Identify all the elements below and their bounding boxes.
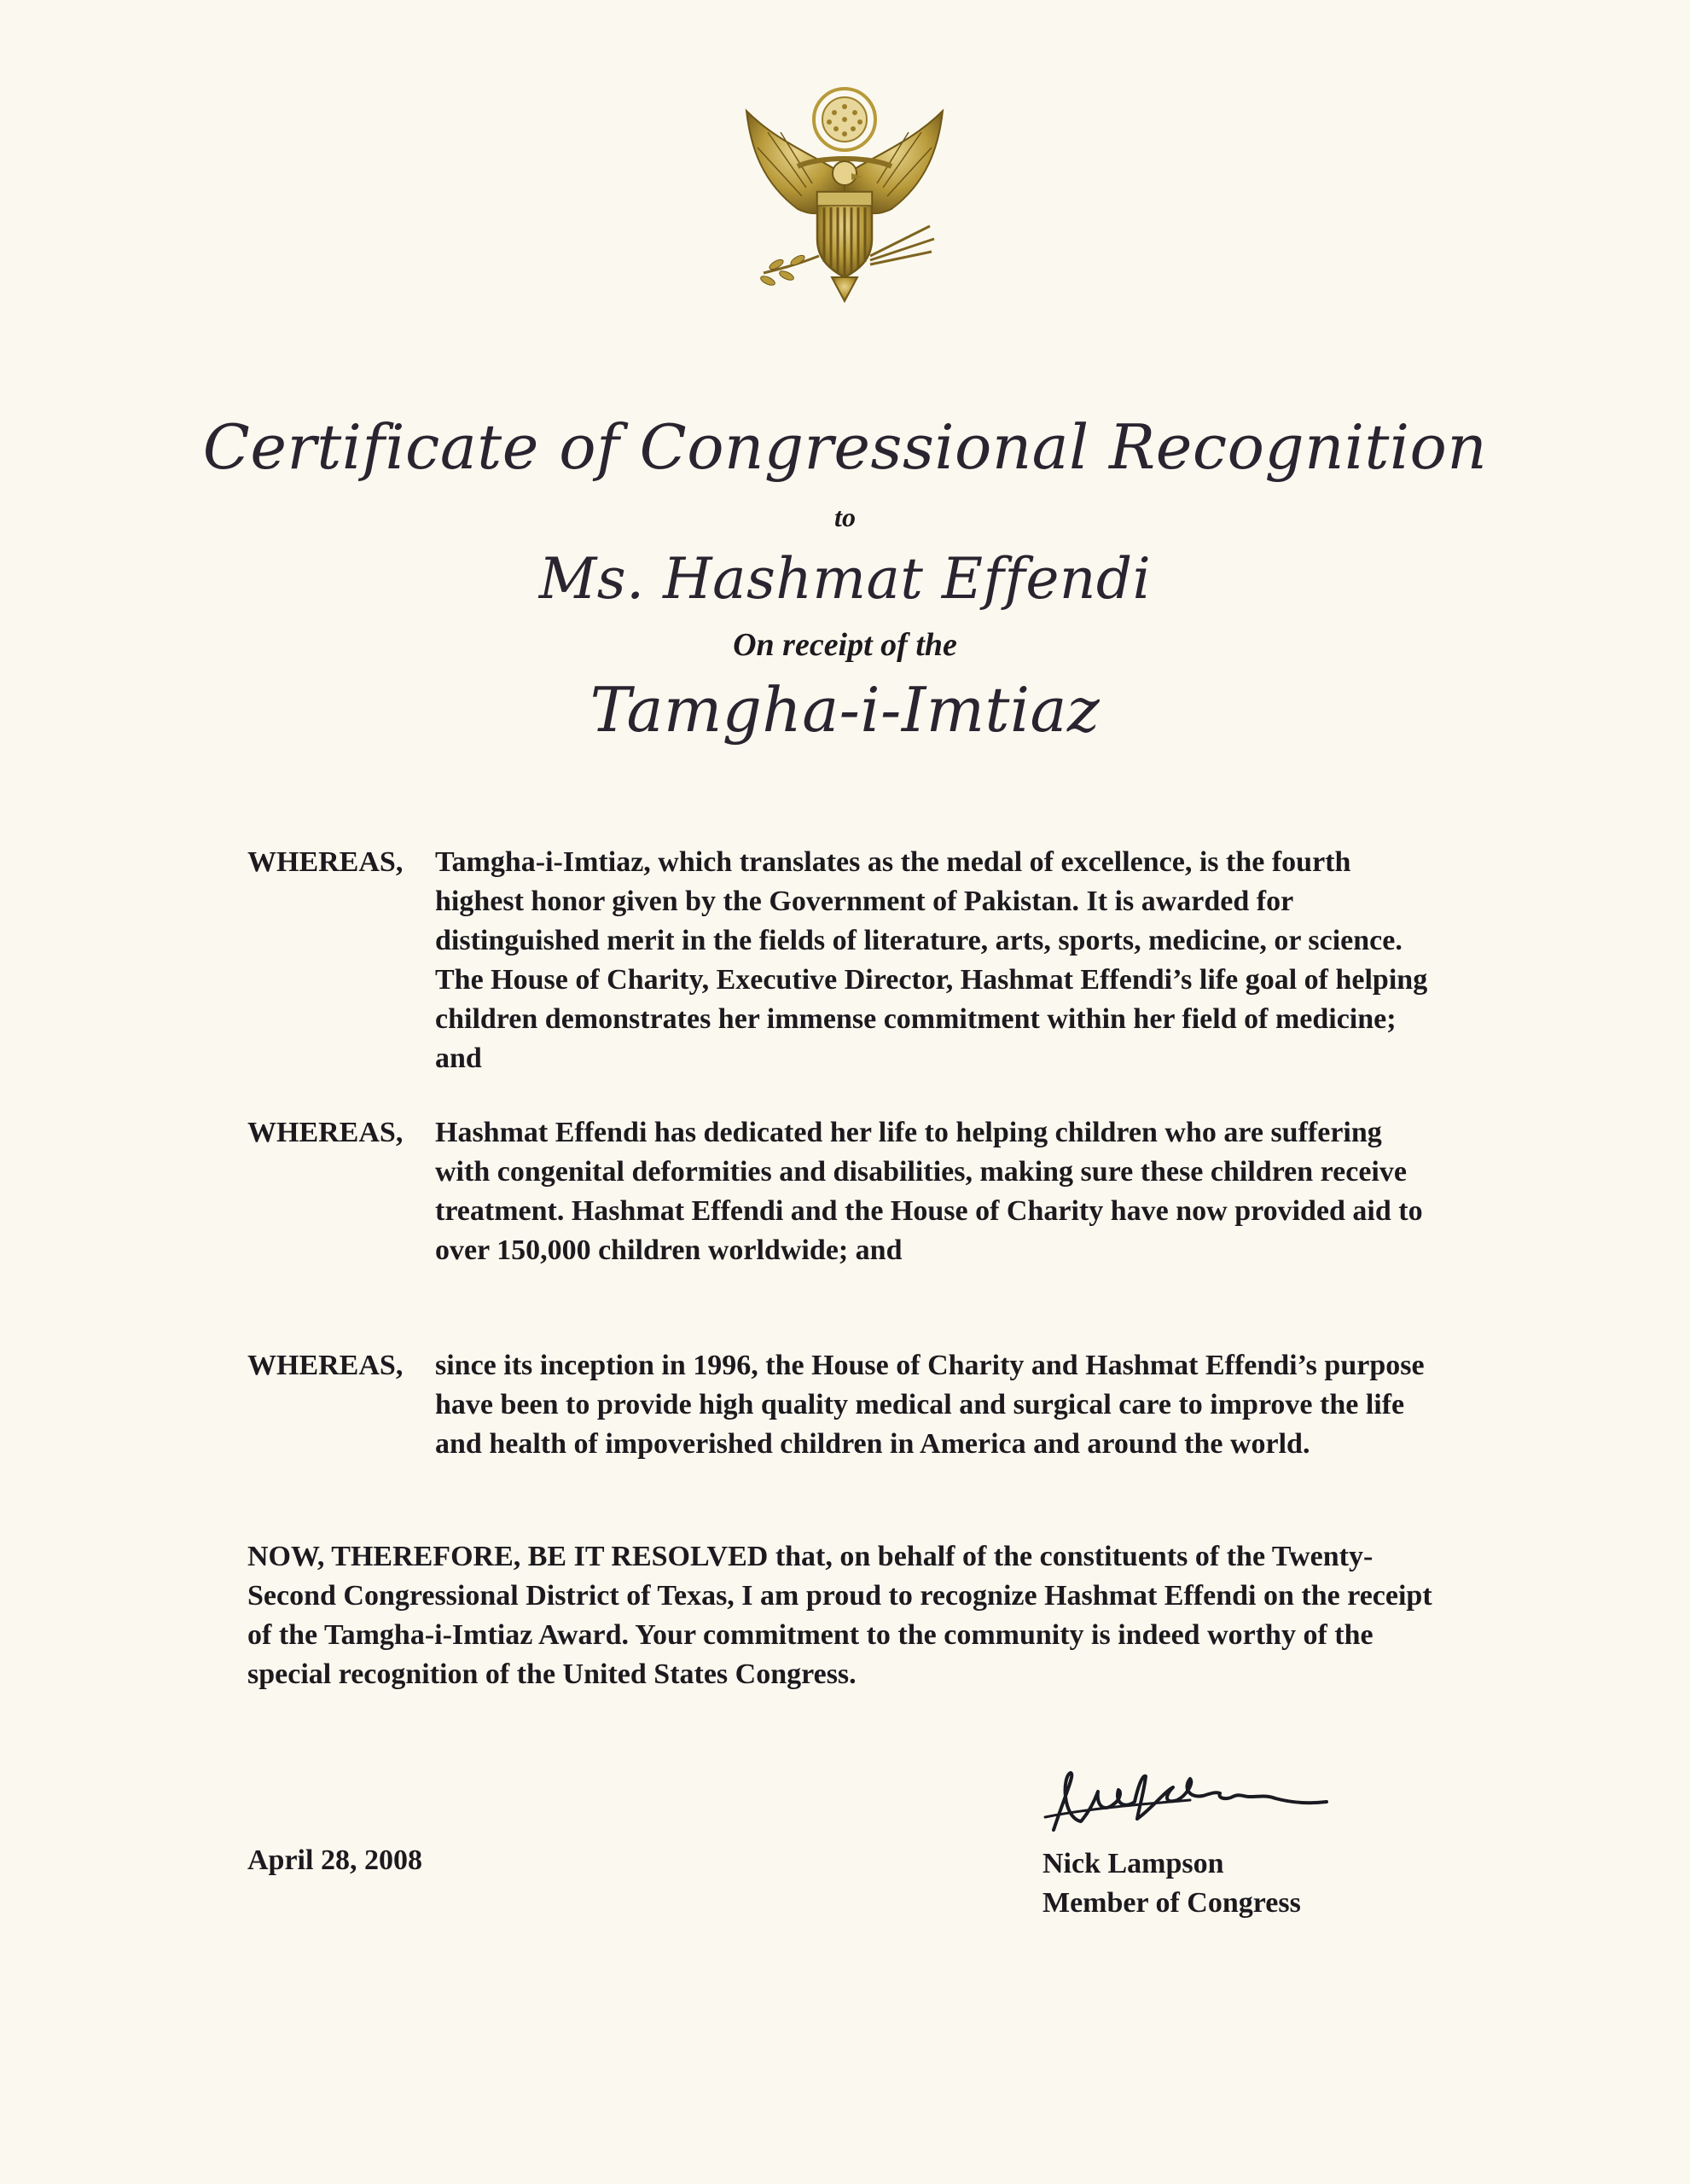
great-seal-eagle-icon <box>717 73 973 328</box>
whereas-clause-text: Hashmat Effendi has dedicated her life to helping children who are suffering with congenital deformities and disabilities, making sure these children receive treatment. Hashmat Effendi and the House of Charity have now provided aid to over 150,000 children worldwide; and <box>435 1117 1423 1266</box>
to-line: to <box>834 502 856 532</box>
whereas-clause-1 <box>247 843 1442 1078</box>
whereas-clause-text: Tamgha-i-Imtiaz, which translates as the medal of excellence, is the fourth highest honor given by the Government of Pakistan. It is awarded for distinguished merit in the fields of literature, arts, sports, medicine, or science. The House of Charity, Executive Director, Hashmat Effendi’s life goal of helping children demonstrates her immense commitment within her field of medicine; and <box>435 846 1428 1074</box>
resolution-paragraph: NOW, THEREFORE, BE IT RESOLVED that, on behalf of the constituents of the Twenty-Second Congressional District of Texas, I am proud to recognize Hashmat Effendi on the receipt of the Tamgha-i-Imtiaz Award. Your commitment to the community is indeed worthy of the special recognition of the United States Congress. <box>247 1541 1432 1690</box>
issue-date: April 28, 2008 <box>247 1844 422 1876</box>
award-name: Tamgha-i-Imtiaz <box>589 674 1101 746</box>
whereas-clause-3 <box>247 1346 1442 1464</box>
whereas-clause-text: since its inception in 1996, the House of Charity and Hashmat Effendi’s purpose have been to provide high quality medical and surgical care to improve the life and health of impoverished children in America and around the world. <box>435 1350 1425 1460</box>
signer-name: Nick Lampson <box>1042 1848 1224 1879</box>
certificate-title: Certificate of Congressional Recognition <box>202 411 1488 483</box>
whereas-label: WHEREAS, <box>247 1117 404 1148</box>
signer-title: Member of Congress <box>1042 1887 1301 1919</box>
whereas-label: WHEREAS, <box>247 1350 404 1381</box>
whereas-label: WHEREAS, <box>247 846 404 878</box>
receipt-line: On receipt of the <box>733 627 957 663</box>
signature <box>1037 1757 1344 1851</box>
whereas-clause-2 <box>247 1113 1442 1270</box>
signer-block <box>1042 1844 1301 1923</box>
recipient-name: Ms. Hashmat Effendi <box>538 546 1152 612</box>
